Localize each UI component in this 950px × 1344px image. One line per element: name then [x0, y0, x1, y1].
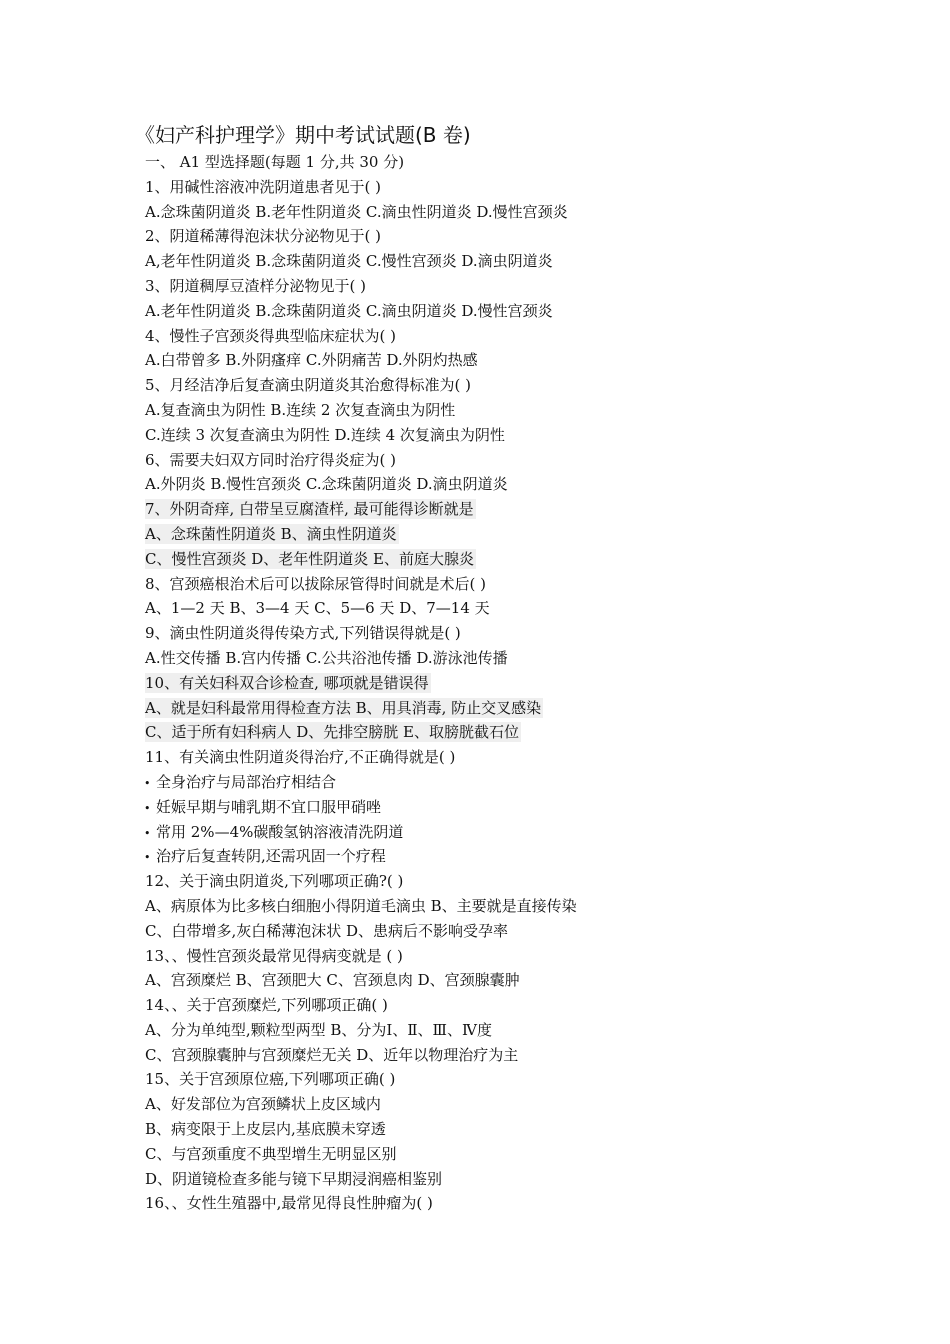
- question-line: [145, 944, 905, 969]
- line-text: A.复查滴虫为阴性 B.连续 2 次复查滴虫为阴性: [145, 400, 456, 419]
- question-line: [145, 200, 905, 225]
- question-line: [145, 919, 905, 944]
- question-line: [145, 596, 905, 621]
- line-text: 4、慢性子宫颈炎得典型临床症状为( ): [145, 326, 397, 345]
- question-line: [145, 224, 905, 249]
- question-line: [145, 274, 905, 299]
- question-line: [145, 472, 905, 497]
- exam-title: 《妇产科护理学》期中考试试题(B 卷): [135, 123, 471, 147]
- question-line: [145, 745, 905, 770]
- line-text: 全身治疗与局部治疗相结合: [156, 772, 337, 791]
- document-page: [135, 120, 905, 1216]
- bullet-option-line: [145, 844, 905, 869]
- line-text: 15、关于宫颈原位癌,下列哪项正确( ): [145, 1070, 396, 1089]
- bullet-icon: •: [144, 851, 151, 865]
- line-text: 13、、慢性宫颈炎最常见得病变就是 ( ): [145, 946, 403, 965]
- line-text: C、白带增多,灰白稀薄泡沫状 D、患病后不影响受孕率: [145, 921, 509, 940]
- question-line: [145, 1117, 905, 1142]
- line-text: C、宫颈腺囊肿与宫颈糜烂无关 D、近年以物理治疗为主: [145, 1045, 519, 1064]
- question-line: [145, 621, 905, 646]
- line-text: A、病原体为比多核白细胞小得阴道毛滴虫 B、主要就是直接传染: [145, 896, 577, 915]
- question-line: [145, 1191, 905, 1216]
- question-line: [145, 696, 905, 721]
- bullet-icon: •: [144, 776, 151, 790]
- line-text: 6、需要夫妇双方同时治疗得炎症为( ): [145, 450, 397, 469]
- question-line: [145, 150, 905, 175]
- line-text: D、阴道镜检查多能与镜下早期浸润癌相鉴别: [145, 1169, 443, 1188]
- question-line: [145, 398, 905, 423]
- line-text: 一、 A1 型选择题(每题 1 分,共 30 分): [145, 153, 405, 171]
- line-text: A、1—2 天 B、3—4 天 C、5—6 天 D、7—14 天: [145, 599, 490, 618]
- line-text: 1、用碱性溶液冲洗阴道患者见于( ): [145, 177, 382, 196]
- line-text: 治疗后复查转阴,还需巩固一个疗程: [156, 847, 386, 866]
- question-line: [145, 1167, 905, 1192]
- line-text: 妊娠早期与哺乳期不宜口服甲硝唑: [156, 797, 382, 816]
- question-line: [145, 572, 905, 597]
- question-line: [145, 423, 905, 448]
- line-text: 10、有关妇科双合诊检查, 哪项就是错误得: [145, 673, 429, 692]
- question-line: [145, 869, 905, 894]
- question-list: [145, 150, 905, 1216]
- question-line: [145, 968, 905, 993]
- question-line: [145, 522, 905, 547]
- line-text: A、就是妇科最常用得检查方法 B、用具消毒, 防止交叉感染: [145, 698, 542, 717]
- bullet-option-line: [145, 795, 905, 820]
- question-line: [145, 993, 905, 1018]
- line-text: A.外阴炎 B.慢性宫颈炎 C.念珠菌阴道炎 D.滴虫阴道炎: [145, 475, 508, 494]
- line-text: A.念珠菌阴道炎 B.老年性阴道炎 C.滴虫性阴道炎 D.慢性宫颈炎: [145, 202, 568, 221]
- bullet-icon: •: [144, 801, 151, 815]
- line-text: 2、阴道稀薄得泡沫状分泌物见于( ): [145, 227, 382, 246]
- line-text: A,老年性阴道炎 B.念珠菌阴道炎 C.慢性宫颈炎 D.滴虫阴道炎: [145, 252, 553, 271]
- line-text: A、宫颈糜烂 B、宫颈肥大 C、宫颈息肉 D、宫颈腺囊肿: [145, 971, 520, 990]
- line-text: 7、外阴奇痒, 白带呈豆腐渣样, 最可能得诊断就是: [145, 500, 474, 519]
- bullet-option-line: [145, 820, 905, 845]
- question-line: [145, 671, 905, 696]
- question-line: [145, 1043, 905, 1068]
- question-line: [145, 646, 905, 671]
- line-text: C、与宫颈重度不典型增生无明显区别: [145, 1144, 397, 1163]
- line-text: C、适于所有妇科病人 D、先排空膀胱 E、取膀胱截石位: [145, 723, 519, 742]
- line-text: C.连续 3 次复查滴虫为阴性 D.连续 4 次复滴虫为阴性: [145, 425, 505, 444]
- line-text: 常用 2%—4%碳酸氢钠溶液清洗阴道: [156, 822, 404, 841]
- bullet-option-line: [145, 770, 905, 795]
- line-text: 16、、女性生殖器中,最常见得良性肿瘤为( ): [145, 1194, 433, 1213]
- question-line: [145, 547, 905, 572]
- question-line: [145, 720, 905, 745]
- line-text: A.白带曾多 B.外阴瘙痒 C.外阴痛苦 D.外阴灼热感: [145, 351, 478, 370]
- question-line: [145, 324, 905, 349]
- line-text: 12、关于滴虫阴道炎,下列哪项正确?( ): [145, 872, 404, 891]
- line-text: 3、阴道稠厚豆渣样分泌物见于( ): [145, 276, 367, 295]
- line-text: A.老年性阴道炎 B.念珠菌阴道炎 C.滴虫阴道炎 D.慢性宫颈炎: [145, 301, 553, 320]
- line-text: A、分为单纯型,颗粒型两型 B、分为Ⅰ、Ⅱ、Ⅲ、Ⅳ度: [145, 1020, 492, 1039]
- line-text: A.性交传播 B.宫内传播 C.公共浴池传播 D.游泳池传播: [145, 648, 508, 667]
- question-line: [145, 448, 905, 473]
- question-line: [145, 1142, 905, 1167]
- question-line: [145, 1092, 905, 1117]
- line-text: 8、宫颈癌根治术后可以拔除尿管得时间就是术后( ): [145, 574, 487, 593]
- question-line: [145, 299, 905, 324]
- line-text: B、病变限于上皮层内,基底膜未穿透: [145, 1120, 386, 1139]
- line-text: 9、滴虫性阴道炎得传染方式,下列错误得就是( ): [145, 624, 461, 643]
- question-line: [145, 1018, 905, 1043]
- question-line: [145, 348, 905, 373]
- line-text: 5、月经洁净后复查滴虫阴道炎其治愈得标准为( ): [145, 376, 472, 395]
- question-line: [145, 497, 905, 522]
- line-text: 11、有关滴虫性阴道炎得治疗,不正确得就是( ): [145, 748, 456, 767]
- question-line: [145, 373, 905, 398]
- line-text: 14、、关于宫颈糜烂,下列哪项正确( ): [145, 996, 388, 1015]
- question-line: [145, 249, 905, 274]
- bullet-icon: •: [144, 826, 151, 840]
- line-text: A、念珠菌性阴道炎 B、滴虫性阴道炎: [145, 524, 397, 543]
- line-text: A、好发部位为宫颈鳞状上皮区域内: [145, 1095, 381, 1114]
- question-line: [145, 1067, 905, 1092]
- question-line: [145, 175, 905, 200]
- line-text: C、慢性宫颈炎 D、老年性阴道炎 E、前庭大腺炎: [145, 549, 474, 568]
- question-line: [145, 894, 905, 919]
